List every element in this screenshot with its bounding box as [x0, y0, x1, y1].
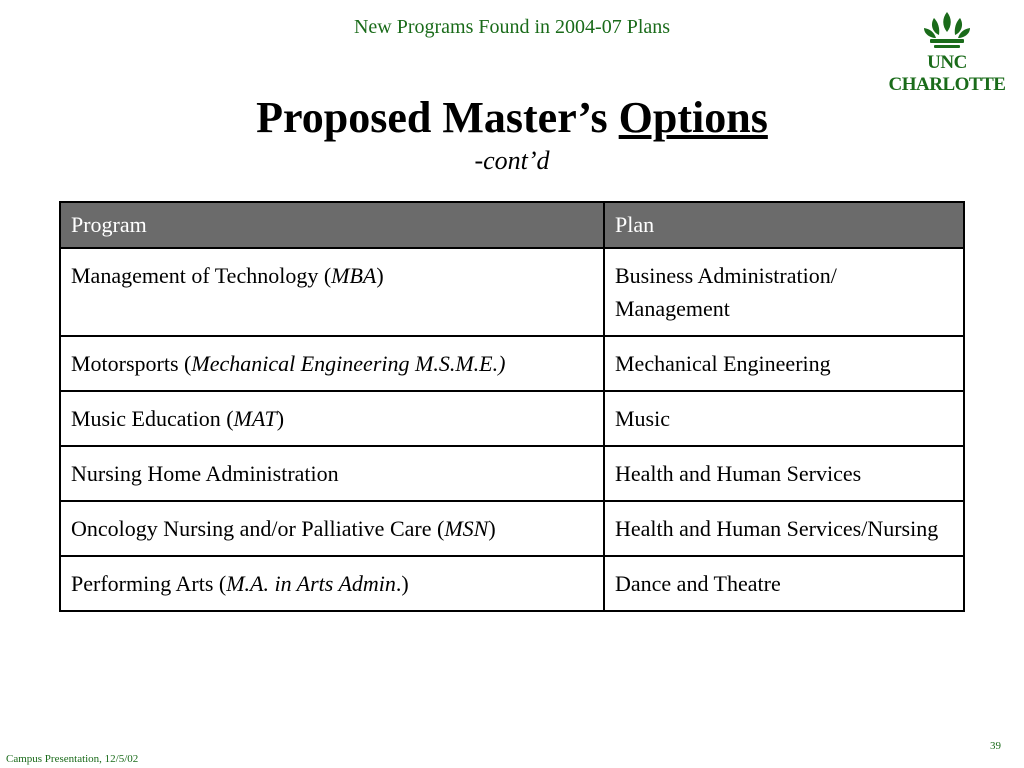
footer-presentation-label: Campus Presentation, 12/5/02: [6, 753, 139, 765]
program-degree: MBA: [331, 263, 377, 288]
program-name: Music Education (: [71, 406, 234, 431]
program-suffix: ): [376, 263, 384, 288]
plan-cell: Business Administration/ Management: [604, 248, 964, 336]
column-header-program: Program: [60, 202, 604, 248]
program-name: Oncology Nursing and/or Palliative Care (: [71, 516, 445, 541]
program-name: Nursing Home Administration: [71, 461, 339, 486]
program-suffix: ): [488, 516, 496, 541]
program-cell: [60, 391, 604, 446]
program-cell: [60, 501, 604, 556]
plan-cell: Music: [604, 391, 964, 446]
crown-icon: [872, 8, 1022, 52]
program-name: Performing Arts (: [71, 571, 227, 596]
column-header-plan: Plan: [604, 202, 964, 248]
program-name: Management of Technology (: [71, 263, 332, 288]
program-cell: [60, 556, 604, 611]
plan-cell: Dance and Theatre: [604, 556, 964, 611]
program-name: Motorsports (: [71, 351, 192, 376]
table-row: [60, 336, 964, 391]
plan-cell: Health and Human Services: [604, 446, 964, 501]
page-title: [0, 92, 1024, 143]
table-row: [60, 556, 964, 611]
unc-charlotte-logo: [872, 8, 1022, 95]
program-cell: [60, 248, 604, 336]
program-degree: M.A. in Arts Admin: [226, 571, 396, 596]
program-cell: [60, 336, 604, 391]
program-degree: MSN: [444, 516, 489, 541]
table-row: [60, 248, 964, 336]
slide-header: New Programs Found in 2004-07 Plans: [353, 16, 671, 38]
program-degree: Mechanical Engineering M.S.M.E.): [191, 351, 506, 376]
program-degree: MAT: [233, 406, 277, 431]
table-row: [60, 446, 964, 501]
title-main: Proposed Master’s: [256, 93, 619, 142]
logo-wordmark: UNC CHARLOTTE: [888, 52, 1006, 95]
program-suffix: ): [276, 406, 285, 431]
program-cell: [60, 446, 604, 501]
programs-table: [59, 201, 965, 612]
plan-cell: Health and Human Services/Nursing: [604, 501, 964, 556]
title-underlined: Options: [618, 93, 768, 142]
plan-cell: Mechanical Engineering: [604, 336, 964, 391]
page-subtitle: -cont’d: [474, 146, 550, 175]
table-row: [60, 391, 964, 446]
table-row: [60, 501, 964, 556]
program-suffix: .): [395, 571, 409, 596]
table-header-row: [60, 202, 964, 248]
page-number: 39: [990, 740, 1001, 752]
